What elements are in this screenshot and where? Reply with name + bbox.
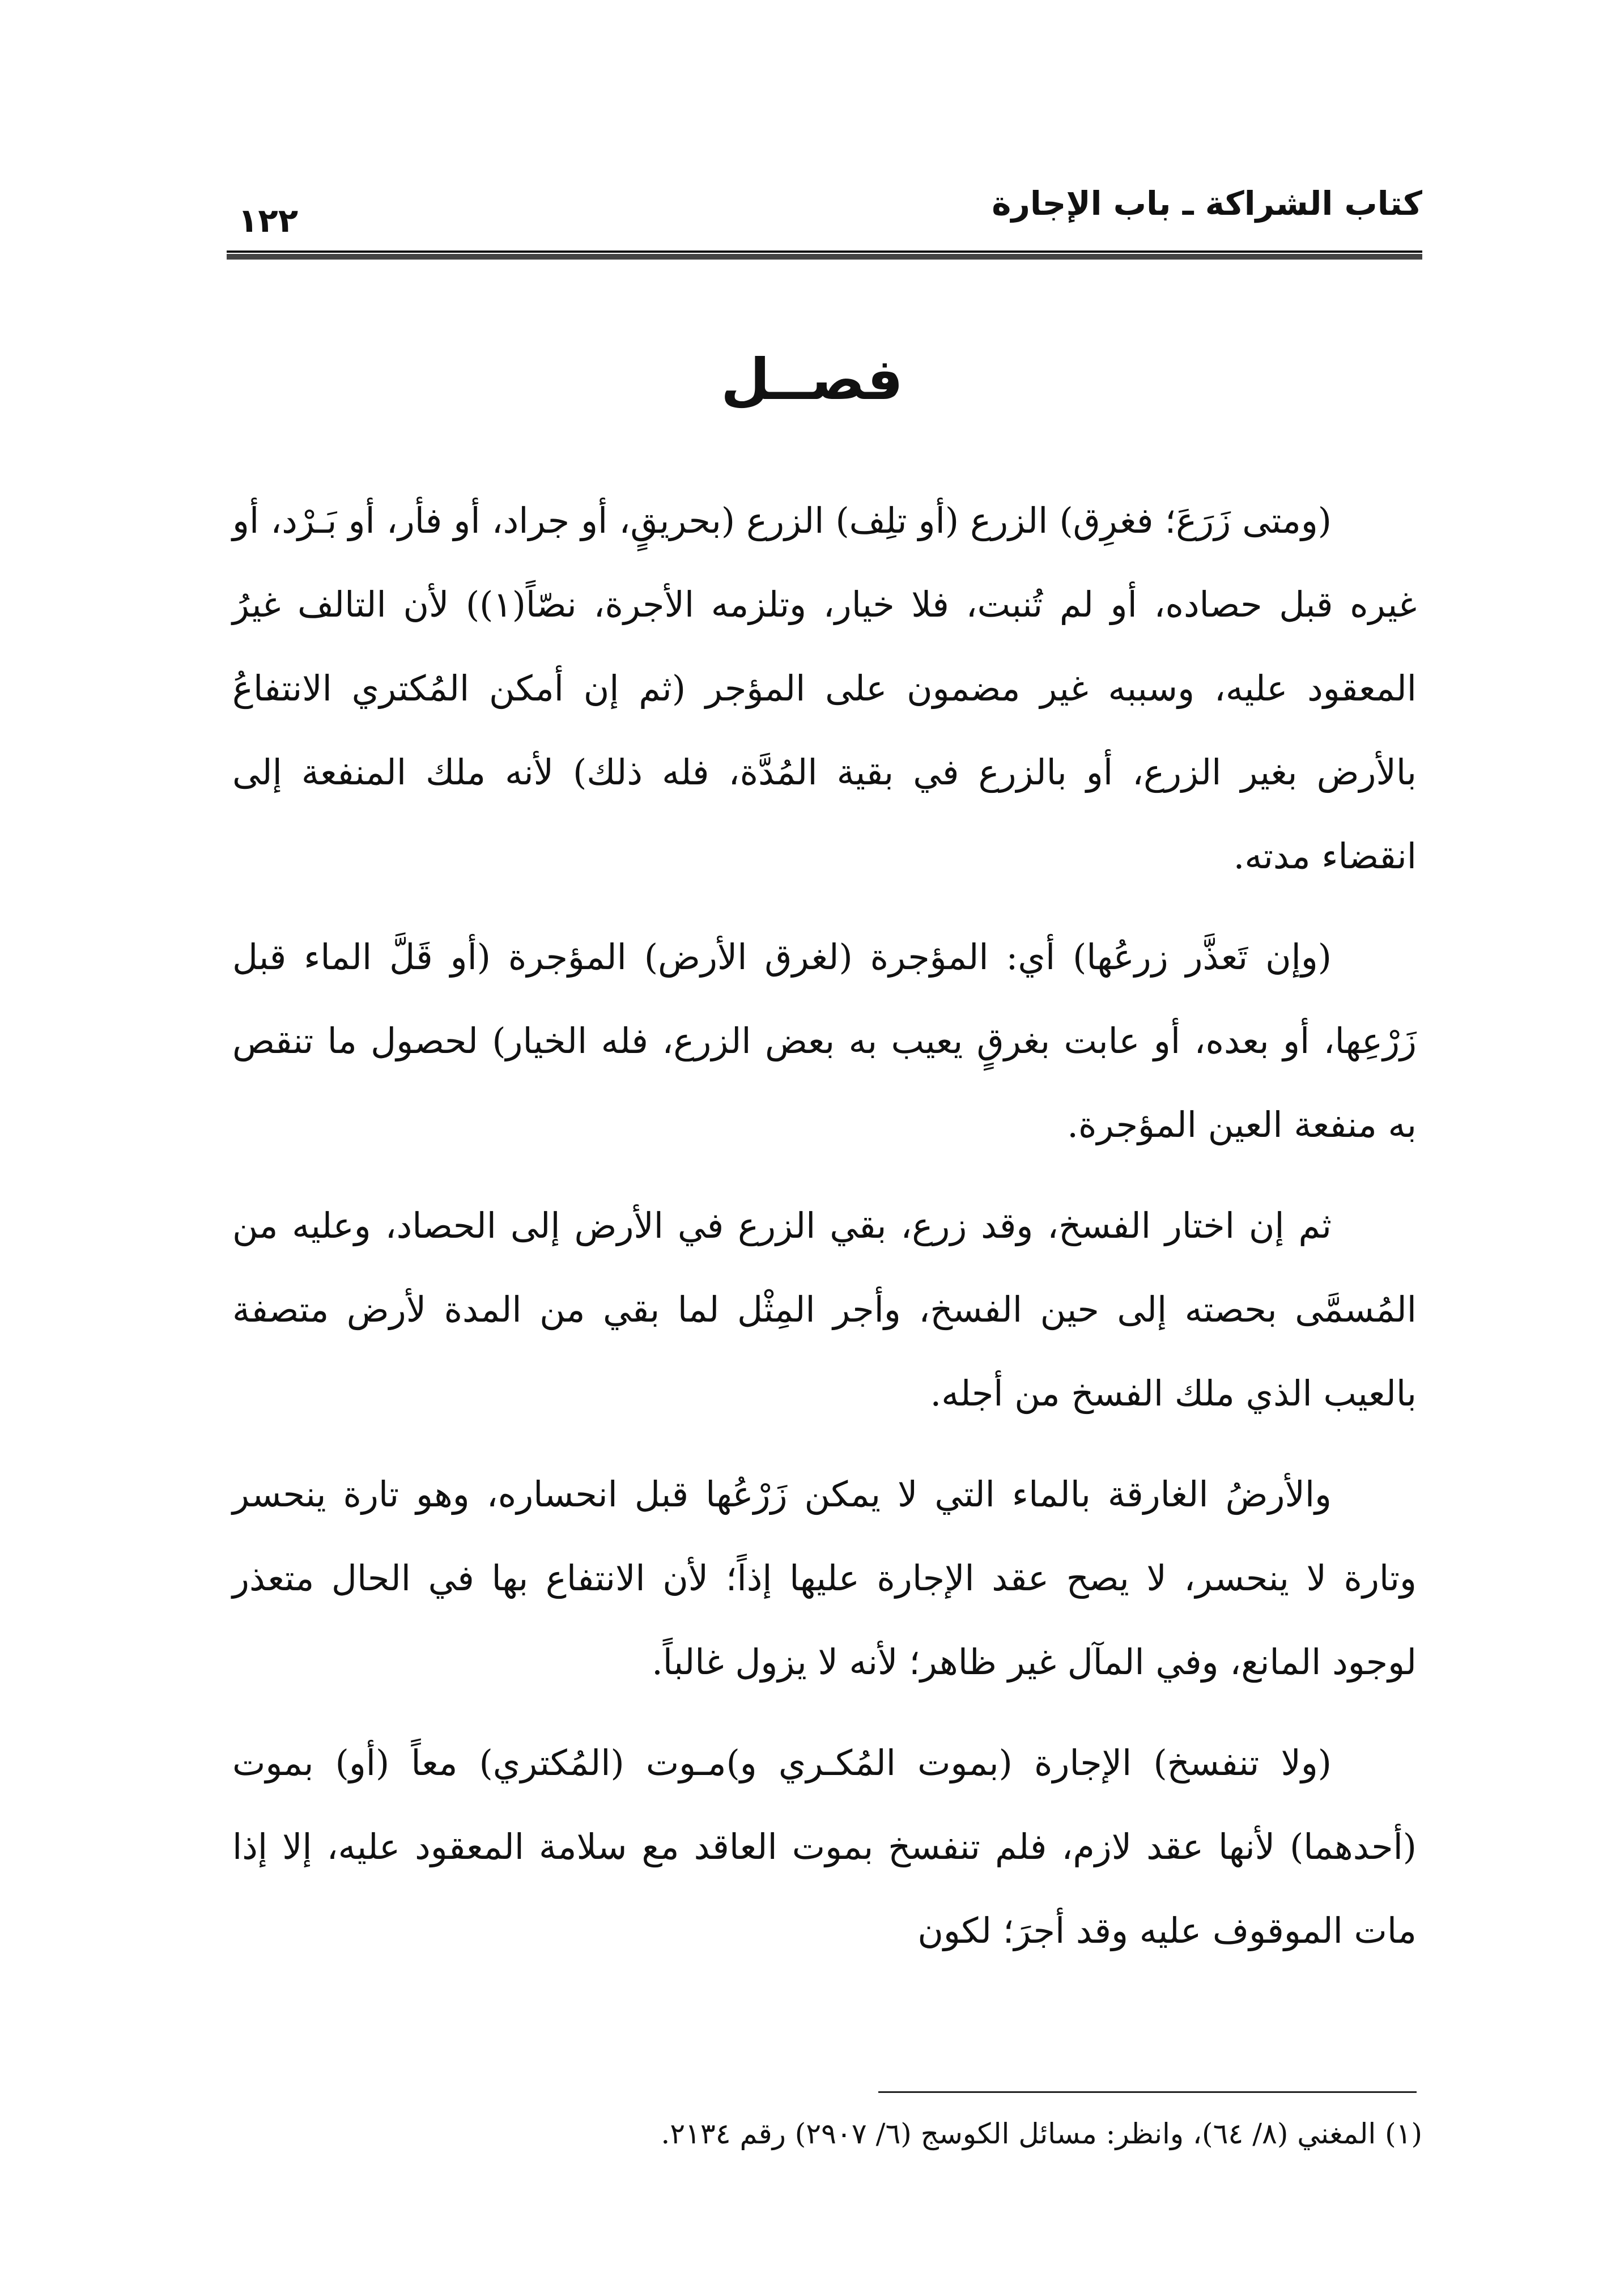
running-header	[227, 170, 1422, 272]
footnote-rule	[878, 2091, 1417, 2093]
paragraph: والأرضُ الغارقة بالماء التي لا يمكن زَرْعُها قبل انحساره، وهو تارة ينحسر وتارة لا ينحسر، لا يصح عقد الإجارة عليها إذاً؛ لأن الانتفاع بها في الحال متعذر لوجود المانع، وفي المآل غير ظاهر؛ لأنه لا يزول غالباً.	[232, 1474, 1417, 1683]
paragraph: (وإن تَعذَّر زرعُها) أي: المؤجرة (لغرق الأرض) المؤجرة (أو قَلَّ الماء قبل زَرْعِها، أو بعده، أو عابت بغرقٍ يعيب به بعض الزرع، فله الخيار) لحصول ما تنقص به منفعة العين المؤجرة.	[232, 936, 1417, 1145]
footnote: (١) المغني (٨/ ٦٤)، وانظر: مسائل الكوسج (٦/ ٢٩٠٧) رقم ٢١٣٤.	[661, 2117, 1422, 2150]
body-text	[232, 479, 1417, 1990]
paragraph: (ولا تنفسخ) الإجارة (بموت المُكـري و)مـوت (المُكتري) معاً (أو) بموت (أحدهما) لأنها عقد لازم، فلم تنفسخ بموت العاقد مع سلامة المعقود عليه، إلا إذا مات الموقوف عليه وقد أجرَ؛ لكون	[232, 1742, 1417, 1951]
section-heading: فصــل	[721, 346, 903, 413]
page-number: ١٢٢	[238, 201, 299, 240]
header-title: كتاب الشراكة ـ باب الإجارة	[992, 184, 1422, 223]
footnotes	[227, 2108, 1422, 2159]
paragraph: (ومتى زَرَعَ؛ فغرِق) الزرع (أو تلِف) الزرع (بحريقٍ، أو جراد، أو فأر، أو بَـرْد، أو غيره قبل حصاده، أو لم تُنبت، فلا خيار، وتلزمه الأجرة، نصّاً(١)) لأن التالف غيرُ المعقود عليه، وسببه غير مضمون على المؤجر (ثم إن أمكن المُكتري الانتفاعُ بالأرض بغير الزرع، أو بالزرع في بقية المُدَّة، فله ذلك) لأنه ملك المنفعة إلى انقضاء مدته.	[232, 500, 1417, 877]
header-rule	[227, 250, 1422, 260]
paragraph: ثم إن اختار الفسخ، وقد زرع، بقي الزرع في الأرض إلى الحصاد، وعليه من المُسمَّى بحصته إلى حين الفسخ، وأجر المِثْل لما بقي من المدة لأرض متصفة بالعيب الذي ملك الفسخ من أجله.	[232, 1205, 1417, 1414]
